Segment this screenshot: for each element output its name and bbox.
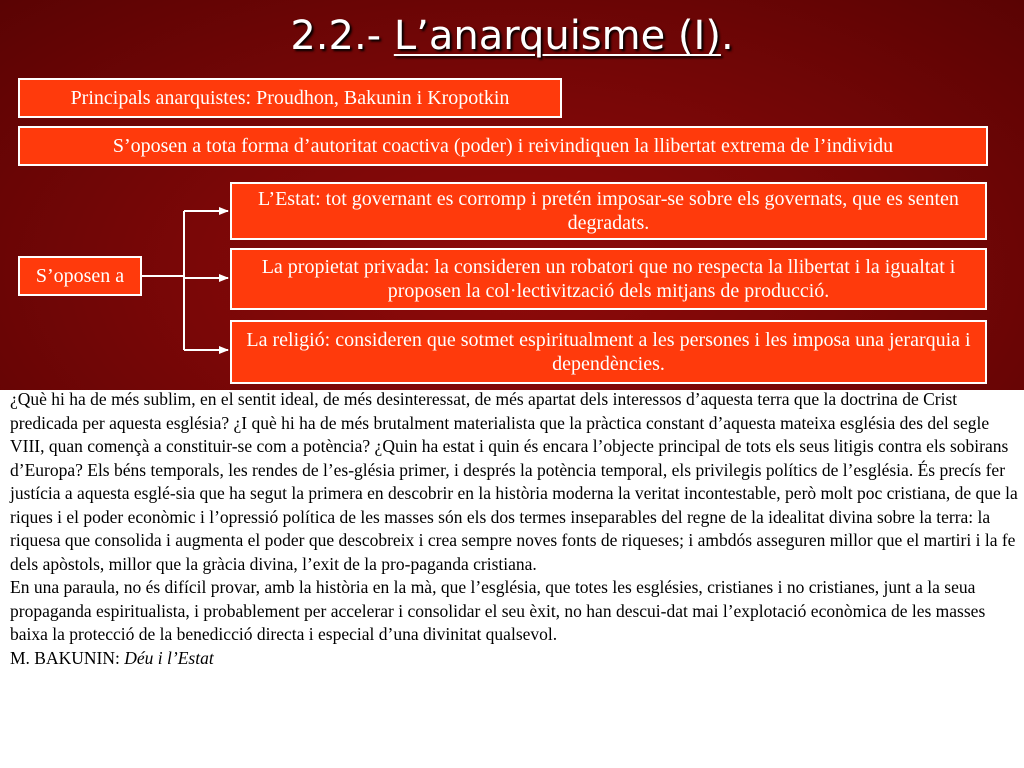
quote-citation [10, 647, 1020, 671]
principals-box: Principals anarquistes: Proudhon, Bakunin i Kropotkin [18, 78, 562, 118]
title-number: 2.2.- [290, 13, 382, 59]
quote-work: Déu i l’Estat [124, 647, 214, 668]
quote-paragraph-1: ¿Què hi ha de més sublim, en el sentit ideal, de més desinteressat, de més apartat dels interessos d’aquesta terra que la doctrina de Crist predicada per aquesta església? ¿I què hi ha de més brutalment materialista que la pràctica constant d’aquesta mateixa església des del segle VIII, quan començà a constituir-se com a potència? ¿Quin ha estat i quin és encara l’objecte principal de tots els seus litigis contra els sobirans d’Europa? Els béns temporals, les rendes de l’es-glésia primer, i després la potència temporal, els privilegis polítics de l’església. És precís fer justícia a aquesta esglé-sia que ha segut la primera en descobrir en la història moderna la veritat incontestable, però molt poc cristiana, de que la riques i el poder econòmic i l’opressió política de les masses són els dos termes inseparables del regne de la idealitat divina sobre la terra: la riquesa que consolida i augmenta el poder que descobreix i crea sempre noves fonts de riqueses; i ambdós asseguren millor que el martiri i la fe dels apòstols, millor que la gràcia divina, l’exit de la pro-paganda cristiana. [10, 389, 1018, 574]
quote-paragraph-2: En una paraula, no és difícil provar, amb la història en la mà, que l’església, que totes les esglésies, cristianes i no cristianes, junt a la seua propaganda espiritualista, i probablement per accelerar i consolidar el seu èxit, no han descui-dat mai l’explotació econòmica de les masses baixa la protecció de la benedicció directa i especial d’una divinitat qualsevol. [10, 577, 986, 644]
quote-author: M. BAKUNIN: [10, 647, 125, 668]
soposen-a-box: S’oposen a [18, 256, 142, 296]
branch-religio-box: La religió: consideren que sotmet espiritualment a les persones i les imposa una jerarquia i dependències. [230, 320, 987, 384]
branch-propietat-box: La propietat privada: la consideren un robatori que no respecta la llibertat i la igualtat i proposen la col·lectivització dels mitjans de producció. [230, 248, 987, 310]
branch-estat-box: L’Estat: tot governant es corromp i pretén imposar-se sobre els governats, que es senten degradats. [230, 182, 987, 240]
title-end: . [720, 13, 734, 59]
oposen-tota-box: S’oposen a tota forma d’autoritat coactiva (poder) i reivindiquen la llibertat extrema de l’individu [18, 126, 988, 166]
bakunin-quote [10, 388, 1020, 670]
title-text: L’anarquisme (I) [393, 13, 721, 59]
